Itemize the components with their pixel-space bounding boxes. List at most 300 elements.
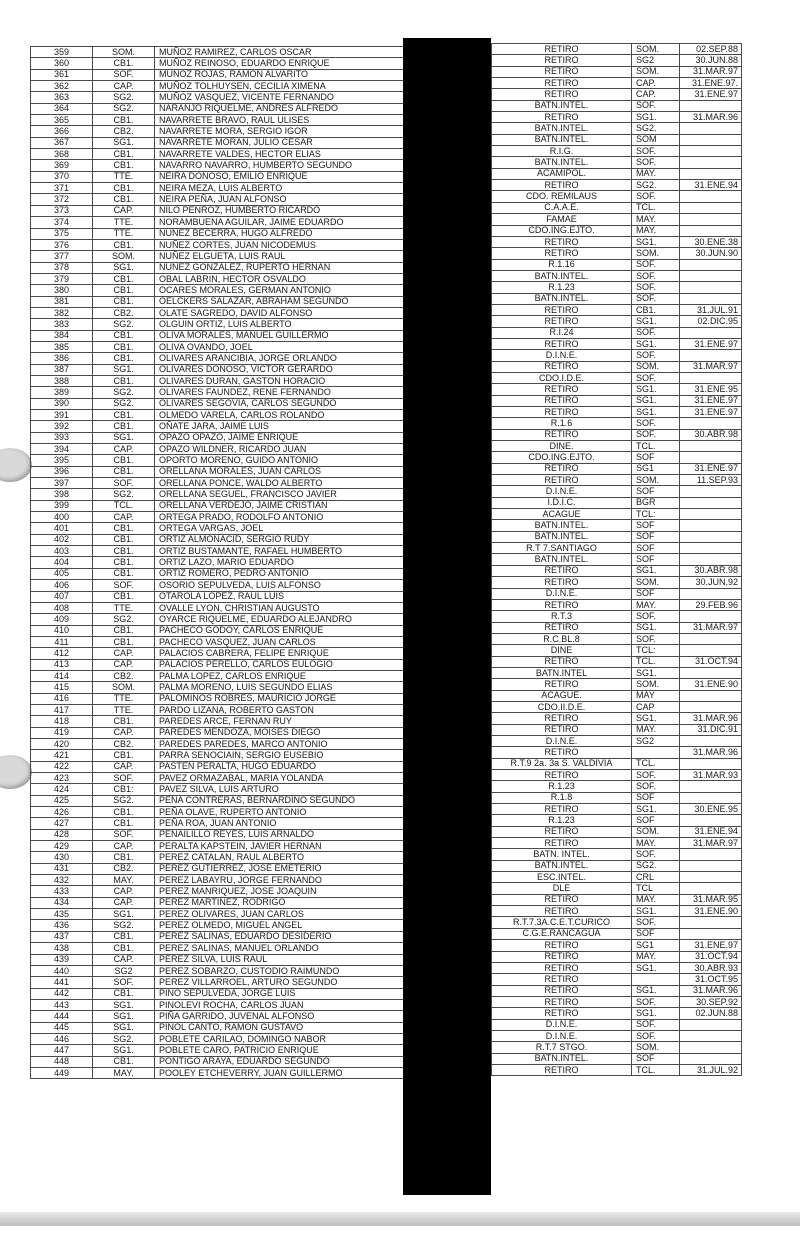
rank-cell: CB1. xyxy=(93,341,155,352)
destination-cell: ACAGUE xyxy=(492,509,632,520)
table-row xyxy=(31,92,404,103)
destination-cell: DLE xyxy=(492,883,632,894)
row-number: 397 xyxy=(31,478,93,489)
date-cell xyxy=(680,531,742,542)
rank-cell: SOF. xyxy=(93,580,155,591)
date-cell xyxy=(680,872,742,883)
name-cell: PAVEZ ORMAZABAL, MARIA YOLANDA xyxy=(155,773,404,784)
destination-cell: BATN.INTEL. xyxy=(492,293,632,304)
new-rank-cell: SOF. xyxy=(632,633,680,644)
rank-cell: SG1. xyxy=(93,1011,155,1022)
new-rank-cell: SOM. xyxy=(632,1042,680,1053)
row-number: 426 xyxy=(31,807,93,818)
table-row xyxy=(31,727,404,738)
name-cell: PASTEN PERALTA, HUGO EDUARDO xyxy=(155,761,404,772)
table-row xyxy=(31,738,404,749)
table-row xyxy=(31,341,404,352)
name-cell: POBLETE CARILAO, DOMINGO NABOR xyxy=(155,1033,404,1044)
date-cell: 30.JUN.92 xyxy=(680,577,742,588)
date-cell: 31.MAR.97 xyxy=(680,66,742,77)
rank-cell: CB1. xyxy=(93,183,155,194)
destination-cell: RETIRO xyxy=(492,940,632,951)
destination-cell: R.T.7 STGO. xyxy=(492,1042,632,1053)
row-number: 428 xyxy=(31,829,93,840)
table-row xyxy=(31,875,404,886)
new-rank-cell: MAY. xyxy=(632,225,680,236)
destination-cell: R.1.8 xyxy=(492,792,632,803)
table-row xyxy=(492,770,742,781)
name-cell: OTAROLA LOPEZ, RAUL LUIS xyxy=(155,591,404,602)
table-row xyxy=(492,180,742,191)
name-cell: ORELLANA VERDEJO, JAIME CRISTIAN xyxy=(155,500,404,511)
destination-cell: RETIRO xyxy=(492,316,632,327)
date-cell xyxy=(680,146,742,157)
table-row xyxy=(31,353,404,364)
row-number: 440 xyxy=(31,965,93,976)
rank-cell: CB1. xyxy=(93,852,155,863)
table-row xyxy=(492,338,742,349)
date-cell xyxy=(680,758,742,769)
row-number: 386 xyxy=(31,353,93,364)
rank-cell: CB1. xyxy=(93,636,155,647)
new-rank-cell: SG1. xyxy=(632,338,680,349)
date-cell: 31.MAR.96 xyxy=(680,747,742,758)
name-cell: OÑATE JARA, JAIME LUIS xyxy=(155,421,404,432)
name-cell: PEREZ OLMEDO, MIGUEL ANGEL xyxy=(155,920,404,931)
date-cell: 31.MAR.96 xyxy=(680,112,742,123)
new-rank-cell: MAY. xyxy=(632,214,680,225)
name-cell: PEREZ SILVA, LUIS RAUL xyxy=(155,954,404,965)
name-cell: ORTIZ ROMERO, PEDRO ANTONIO xyxy=(155,568,404,579)
table-row xyxy=(31,965,404,976)
date-cell: 31.ENE.94 xyxy=(680,180,742,191)
table-row xyxy=(492,146,742,157)
row-number: 362 xyxy=(31,81,93,92)
name-cell: ORTIZ BUSTAMANTE, RAFAEL HUMBERTO xyxy=(155,546,404,557)
new-rank-cell: SOM. xyxy=(632,679,680,690)
row-number: 444 xyxy=(31,1011,93,1022)
destination-cell: RETIRO xyxy=(492,951,632,962)
destination-cell: DINE xyxy=(492,645,632,656)
new-rank-cell: SG1. xyxy=(632,622,680,633)
date-cell xyxy=(680,792,742,803)
table-row xyxy=(31,319,404,330)
row-number: 436 xyxy=(31,920,93,931)
name-cell: ORELLANA MORALES, JUAN CARLOS xyxy=(155,466,404,477)
destination-cell: R.I.G. xyxy=(492,146,632,157)
table-row xyxy=(31,69,404,80)
date-cell xyxy=(680,1053,742,1064)
name-cell: NAVARRETE VALDES, HECTOR ELIAS xyxy=(155,149,404,160)
date-cell: 31.ENE.97 xyxy=(680,89,742,100)
destination-cell: RETIRO xyxy=(492,1064,632,1075)
rank-cell: CB1. xyxy=(93,296,155,307)
new-rank-cell: SOF xyxy=(632,554,680,565)
rank-cell: TTE. xyxy=(93,704,155,715)
row-number: 409 xyxy=(31,614,93,625)
table-row xyxy=(31,704,404,715)
row-number: 441 xyxy=(31,977,93,988)
table-row xyxy=(31,750,404,761)
name-cell: MUÑOZ VASQUEZ, VICENTE FERNANDO xyxy=(155,92,404,103)
table-row xyxy=(31,47,404,58)
rank-cell: TTE. xyxy=(93,171,155,182)
destination-cell: RETIRO xyxy=(492,361,632,372)
table-row xyxy=(492,951,742,962)
row-number: 449 xyxy=(31,1067,93,1078)
table-row xyxy=(492,112,742,123)
name-cell: OBAL LABRIN, HECTOR OSVALDO xyxy=(155,273,404,284)
date-cell xyxy=(680,259,742,270)
row-number: 361 xyxy=(31,69,93,80)
destination-cell: RETIRO xyxy=(492,565,632,576)
personnel-table-left xyxy=(30,46,404,1079)
name-cell: PEREZ SALINAS, EDUARDO DESIDERIO xyxy=(155,931,404,942)
table-row xyxy=(31,693,404,704)
date-cell: 30.JUN.88 xyxy=(680,55,742,66)
rank-cell: CB1. xyxy=(93,455,155,466)
rank-cell: CB2. xyxy=(93,307,155,318)
row-number: 383 xyxy=(31,319,93,330)
name-cell: PEREZ MANRIQUEZ, JOSE JOAQUIN xyxy=(155,886,404,897)
table-row xyxy=(31,387,404,398)
name-cell: NUÑEZ BECERRA, HUGO ALFREDO xyxy=(155,228,404,239)
table-row xyxy=(492,645,742,656)
name-cell: PEREZ OLIVARES, JUAN CARLOS xyxy=(155,909,404,920)
rank-cell: SOM. xyxy=(93,682,155,693)
new-rank-cell: SG2 xyxy=(632,735,680,746)
name-cell: OVALLE LYON, CHRISTIAN AUGUSTO xyxy=(155,602,404,613)
new-rank-cell: SG1. xyxy=(632,236,680,247)
date-cell: 31.ENE.95 xyxy=(680,384,742,395)
row-number: 400 xyxy=(31,512,93,523)
date-cell: 31.ENE.97 xyxy=(680,463,742,474)
table-row xyxy=(492,838,742,849)
date-cell xyxy=(680,883,742,894)
date-cell xyxy=(680,928,742,939)
table-row xyxy=(492,407,742,418)
date-cell: 29.FEB.96 xyxy=(680,599,742,610)
row-number: 431 xyxy=(31,863,93,874)
rank-cell: SG1. xyxy=(93,1022,155,1033)
table-row xyxy=(492,282,742,293)
rank-cell: CB1. xyxy=(93,273,155,284)
date-cell xyxy=(680,134,742,145)
table-row xyxy=(31,262,404,273)
destination-cell: ACAMIPOL. xyxy=(492,168,632,179)
new-rank-cell: SOF xyxy=(632,452,680,463)
row-number: 371 xyxy=(31,183,93,194)
table-row xyxy=(31,648,404,659)
new-rank-cell: SOF. xyxy=(632,1030,680,1041)
rank-cell: SG1. xyxy=(93,364,155,375)
row-number: 378 xyxy=(31,262,93,273)
destination-cell: RETIRO xyxy=(492,112,632,123)
rank-cell: SG2. xyxy=(93,1033,155,1044)
table-row xyxy=(492,985,742,996)
row-number: 408 xyxy=(31,602,93,613)
destination-cell: BATN.INTEL. xyxy=(492,157,632,168)
table-row xyxy=(492,815,742,826)
destination-cell: R.1.23 xyxy=(492,781,632,792)
name-cell: OLMEDO VARELA, CARLOS ROLANDO xyxy=(155,410,404,421)
new-rank-cell: SOM. xyxy=(632,475,680,486)
name-cell: OLIVARES FAUNDEZ, RENE FERNANDO xyxy=(155,387,404,398)
date-cell xyxy=(680,486,742,497)
table-row xyxy=(31,512,404,523)
name-cell: NORAMBUENA AGUILAR, JAIME EDUARDO xyxy=(155,217,404,228)
row-number: 391 xyxy=(31,410,93,421)
name-cell: OLATE SAGREDO, DAVID ALFONSO xyxy=(155,307,404,318)
date-cell: 31.ENE.97 xyxy=(680,395,742,406)
name-cell: MUÑOZ REINOSO, EDUARDO ENRIQUE xyxy=(155,58,404,69)
new-rank-cell: SOF. xyxy=(632,191,680,202)
table-row xyxy=(31,773,404,784)
table-row xyxy=(31,1033,404,1044)
table-row xyxy=(31,307,404,318)
name-cell: ORELLANA SEGUEL, FRANCISCO JAVIER xyxy=(155,489,404,500)
destination-cell: R.1.16 xyxy=(492,259,632,270)
table-row xyxy=(31,183,404,194)
table-row xyxy=(492,395,742,406)
rank-cell: CAP. xyxy=(93,841,155,852)
rank-cell: SG1. xyxy=(93,999,155,1010)
destination-cell: RETIRO xyxy=(492,679,632,690)
row-number: 366 xyxy=(31,126,93,137)
table-row xyxy=(31,954,404,965)
table-row xyxy=(31,489,404,500)
date-cell xyxy=(680,452,742,463)
name-cell: PEREZ MARTINEZ, RODRIGO xyxy=(155,897,404,908)
table-row xyxy=(492,441,742,452)
row-number: 392 xyxy=(31,421,93,432)
table-row xyxy=(31,841,404,852)
name-cell: MUÑOZ RAMIREZ, CARLOS OSCAR xyxy=(155,47,404,58)
table-row xyxy=(31,829,404,840)
destination-cell: RETIRO xyxy=(492,599,632,610)
date-cell: 30.ENE.38 xyxy=(680,236,742,247)
row-number: 423 xyxy=(31,773,93,784)
table-row xyxy=(492,270,742,281)
name-cell: PACHECO GODOY, CARLOS ENRIQUE xyxy=(155,625,404,636)
destination-cell: D.I.N.E. xyxy=(492,1019,632,1030)
table-row xyxy=(31,636,404,647)
table-row xyxy=(492,974,742,985)
date-cell xyxy=(680,350,742,361)
table-row xyxy=(31,296,404,307)
date-cell: 31.ENE.94 xyxy=(680,826,742,837)
new-rank-cell: SOF. xyxy=(632,259,680,270)
row-number: 433 xyxy=(31,886,93,897)
rank-cell: SG2 xyxy=(93,965,155,976)
table-row xyxy=(31,285,404,296)
table-row xyxy=(31,807,404,818)
row-number: 438 xyxy=(31,943,93,954)
date-cell: 31.JUL.92 xyxy=(680,1064,742,1075)
destination-cell: CDO.II.D.E. xyxy=(492,701,632,712)
table-row xyxy=(31,659,404,670)
new-rank-cell: SG1. xyxy=(632,407,680,418)
new-rank-cell: SG1. xyxy=(632,962,680,973)
destination-cell: R.1.23 xyxy=(492,282,632,293)
table-row xyxy=(492,497,742,508)
new-rank-cell: SG1. xyxy=(632,1008,680,1019)
rank-cell: CB2. xyxy=(93,863,155,874)
table-row xyxy=(31,670,404,681)
table-row xyxy=(31,557,404,568)
table-row xyxy=(492,928,742,939)
name-cell: OLIVARES DURAN, GASTON HORACIO xyxy=(155,375,404,386)
row-number: 367 xyxy=(31,137,93,148)
new-rank-cell: SOF. xyxy=(632,1019,680,1030)
date-cell xyxy=(680,418,742,429)
date-cell xyxy=(680,917,742,928)
destination-cell: RETIRO xyxy=(492,236,632,247)
table-row xyxy=(492,214,742,225)
destination-cell: RETIRO xyxy=(492,804,632,815)
table-row xyxy=(492,1053,742,1064)
name-cell: PONTIGO ARAYA, EDUARDO SEGUNDO xyxy=(155,1056,404,1067)
table-row xyxy=(31,614,404,625)
destination-cell: RETIRO xyxy=(492,996,632,1007)
row-number: 393 xyxy=(31,432,93,443)
rank-cell: CB2. xyxy=(93,670,155,681)
rank-cell: CAP. xyxy=(93,81,155,92)
rank-cell: CB1. xyxy=(93,931,155,942)
name-cell: ORTIZ LAZO, MARIO EDUARDO xyxy=(155,557,404,568)
destination-cell: RETIRO xyxy=(492,962,632,973)
new-rank-cell: TCL. xyxy=(632,758,680,769)
table-row xyxy=(31,466,404,477)
date-cell xyxy=(680,497,742,508)
new-rank-cell: SG1. xyxy=(632,906,680,917)
new-rank-cell: TCL. xyxy=(632,1064,680,1075)
new-rank-cell: SOM. xyxy=(632,66,680,77)
name-cell: NAVARRETE MORAN, JULIO CESAR xyxy=(155,137,404,148)
row-number: 416 xyxy=(31,693,93,704)
table-row xyxy=(492,554,742,565)
name-cell: OPORTO MORENO, GUIDO ANTONIO xyxy=(155,455,404,466)
row-number: 432 xyxy=(31,875,93,886)
destination-cell: RETIRO xyxy=(492,770,632,781)
name-cell: MUÑOZ TOLHUYSEN, CECILIA XIMENA xyxy=(155,81,404,92)
table-row xyxy=(31,330,404,341)
destination-cell: RETIRO xyxy=(492,894,632,905)
new-rank-cell: BGR xyxy=(632,497,680,508)
row-number: 379 xyxy=(31,273,93,284)
destination-cell: D.I.N.E. xyxy=(492,735,632,746)
new-rank-cell: SG2. xyxy=(632,180,680,191)
destination-cell: R.1.23 xyxy=(492,815,632,826)
date-cell xyxy=(680,701,742,712)
name-cell: OYARCE RIQUELME, EDUARDO ALEJANDRO xyxy=(155,614,404,625)
table-row xyxy=(492,316,742,327)
row-number: 396 xyxy=(31,466,93,477)
table-row xyxy=(31,568,404,579)
name-cell: NUÑEZ GONZALEZ, RUPERTO HERNAN xyxy=(155,262,404,273)
name-cell: OLGUIN ORTIZ, LUIS ALBERTO xyxy=(155,319,404,330)
name-cell: PEREZ LABAYRU, JORGE FERNANDO xyxy=(155,875,404,886)
destination-cell: BATN.INTEL. xyxy=(492,531,632,542)
table-row xyxy=(31,455,404,466)
date-cell: 31.MAR.97 xyxy=(680,622,742,633)
name-cell: PEREZ GUTIERREZ, JOSE EMETERIO xyxy=(155,863,404,874)
row-number: 385 xyxy=(31,341,93,352)
table-row xyxy=(492,531,742,542)
new-rank-cell: SOM xyxy=(632,134,680,145)
date-cell: 30.ABR.93 xyxy=(680,962,742,973)
name-cell: OLIVARES DONOSO, VICTOR GERARDO xyxy=(155,364,404,375)
table-row xyxy=(492,123,742,134)
table-row xyxy=(492,940,742,951)
rank-cell: CAP. xyxy=(93,727,155,738)
name-cell: OLIVARES SEGOVIA, CARLOS SEGUNDO xyxy=(155,398,404,409)
name-cell: PIÑA GARRIDO, JUVENAL ALFONSO xyxy=(155,1011,404,1022)
destination-cell: BATN.INTEL. xyxy=(492,100,632,111)
new-rank-cell: SG2. xyxy=(632,860,680,871)
rank-cell: SG1. xyxy=(93,909,155,920)
rank-cell: SG1. xyxy=(93,262,155,273)
destination-cell: D.I.N.E. xyxy=(492,486,632,497)
row-number: 435 xyxy=(31,909,93,920)
rank-cell: CB1. xyxy=(93,58,155,69)
name-cell: PAREDES ARCE, FERNAN RUY xyxy=(155,716,404,727)
table-row xyxy=(492,1008,742,1019)
name-cell: POBLETE CARO, PATRICIO ENRIQUE xyxy=(155,1045,404,1056)
table-row xyxy=(31,205,404,216)
destination-cell: RETIRO xyxy=(492,713,632,724)
table-row xyxy=(31,716,404,727)
date-cell xyxy=(680,645,742,656)
name-cell: POOLEY ETCHEVERRY, JUAN GUILLERMO xyxy=(155,1067,404,1078)
table-row xyxy=(492,520,742,531)
destination-cell: D.I.N.E. xyxy=(492,588,632,599)
new-rank-cell: SOF xyxy=(632,486,680,497)
destination-cell: R.T.3 xyxy=(492,611,632,622)
date-cell xyxy=(680,123,742,134)
name-cell: ORELLANA PONCE, WALDO ALBERTO xyxy=(155,478,404,489)
table-row xyxy=(492,452,742,463)
rank-cell: CB1. xyxy=(93,534,155,545)
date-cell xyxy=(680,543,742,554)
date-cell xyxy=(680,191,742,202)
rank-cell: CAP. xyxy=(93,886,155,897)
destination-cell: RETIRO xyxy=(492,826,632,837)
row-number: 430 xyxy=(31,852,93,863)
new-rank-cell: SOF. xyxy=(632,611,680,622)
rank-cell: CB1. xyxy=(93,546,155,557)
row-number: 399 xyxy=(31,500,93,511)
table-row xyxy=(492,917,742,928)
destination-cell: RETIRO xyxy=(492,89,632,100)
table-row xyxy=(492,55,742,66)
row-number: 418 xyxy=(31,716,93,727)
table-row xyxy=(31,478,404,489)
table-row xyxy=(492,293,742,304)
new-rank-cell: SG1. xyxy=(632,395,680,406)
table-row xyxy=(492,577,742,588)
table-row xyxy=(492,611,742,622)
new-rank-cell: MAY. xyxy=(632,599,680,610)
table-row xyxy=(31,580,404,591)
new-rank-cell: SOF xyxy=(632,531,680,542)
destination-cell: R.C.BL.8 xyxy=(492,633,632,644)
new-rank-cell xyxy=(632,974,680,985)
rank-cell: SOF. xyxy=(93,478,155,489)
row-number: 389 xyxy=(31,387,93,398)
new-rank-cell: SOF xyxy=(632,520,680,531)
row-number: 407 xyxy=(31,591,93,602)
